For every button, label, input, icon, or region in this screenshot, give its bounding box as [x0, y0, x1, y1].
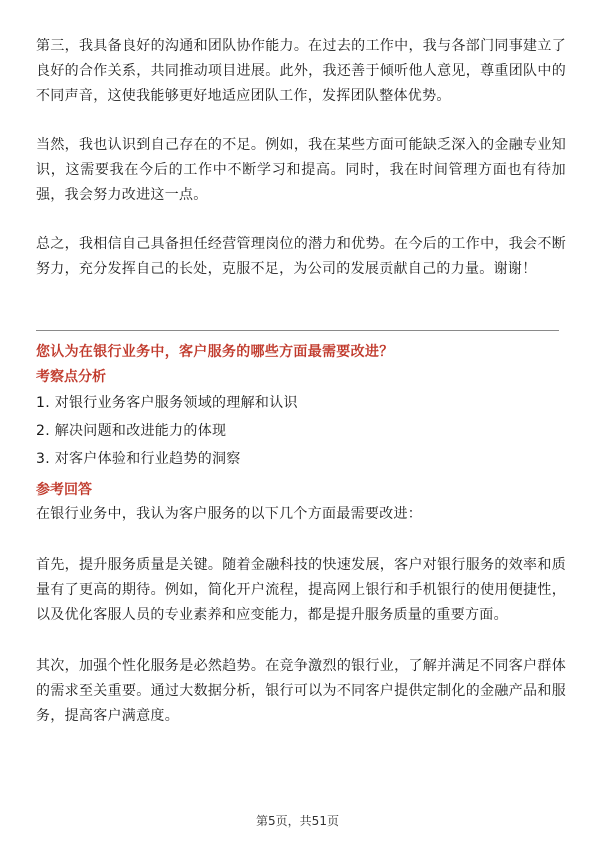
analysis-item: 2. 解决问题和改进能力的体现 [36, 423, 227, 439]
analysis-heading: 考察点分析 [36, 369, 106, 385]
page-number: 第5页，共51页 [256, 814, 339, 828]
answer-heading: 参考回答 [36, 482, 92, 498]
answer-intro: 在银行业务中，我认为客户服务的以下几个方面最需要改进： [36, 506, 423, 522]
section-divider [36, 330, 559, 331]
paragraph-shortcomings: 当然，我也认识到自己存在的不足。例如，我在某些方面可能缺乏深入的金融专业知识，这需要我在今后的工作中不断学习和提高。同时，我在时间管理方面也有待加强，我会努力改进这一点。 [36, 137, 566, 203]
answer-paragraph-service-quality: 首先，提升服务质量是关键。随着金融科技的快速发展，客户对银行服务的效率和质量有了更高的期待。例如，简化开户流程，提高网上银行和手机银行的使用便捷性，以及优化客服人员的专业素养和应变能力，都是提升服务质量的重要方面。 [36, 557, 566, 623]
paragraph-teamwork: 第三，我具备良好的沟通和团队协作能力。在过去的工作中，我与各部门同事建立了良好的合作关系，共同推动项目进展。此外，我还善于倾听他人意见，尊重团队中的不同声音，这使我能够更好地适应团队工作，发挥团队整体优势。 [36, 38, 566, 104]
paragraph-conclusion: 总之，我相信自己具备担任经营管理岗位的潜力和优势。在今后的工作中，我会不断努力，充分发挥自己的长处，克服不足，为公司的发展贡献自己的力量。谢谢！ [36, 236, 566, 277]
answer-paragraph-personalization: 其次，加强个性化服务是必然趋势。在竞争激烈的银行业，了解并满足不同客户群体的需求至关重要。通过大数据分析，银行可以为不同客户提供定制化的金融产品和服务，提高客户满意度。 [36, 658, 566, 724]
analysis-item: 3. 对客户体验和行业趋势的洞察 [36, 451, 241, 467]
interview-question: 您认为在银行业务中，客户服务的哪些方面最需要改进？ [36, 344, 394, 360]
upper-section [36, 34, 566, 282]
analysis-item: 1. 对银行业务客户服务领域的理解和认识 [36, 395, 298, 411]
question-section [36, 340, 566, 729]
